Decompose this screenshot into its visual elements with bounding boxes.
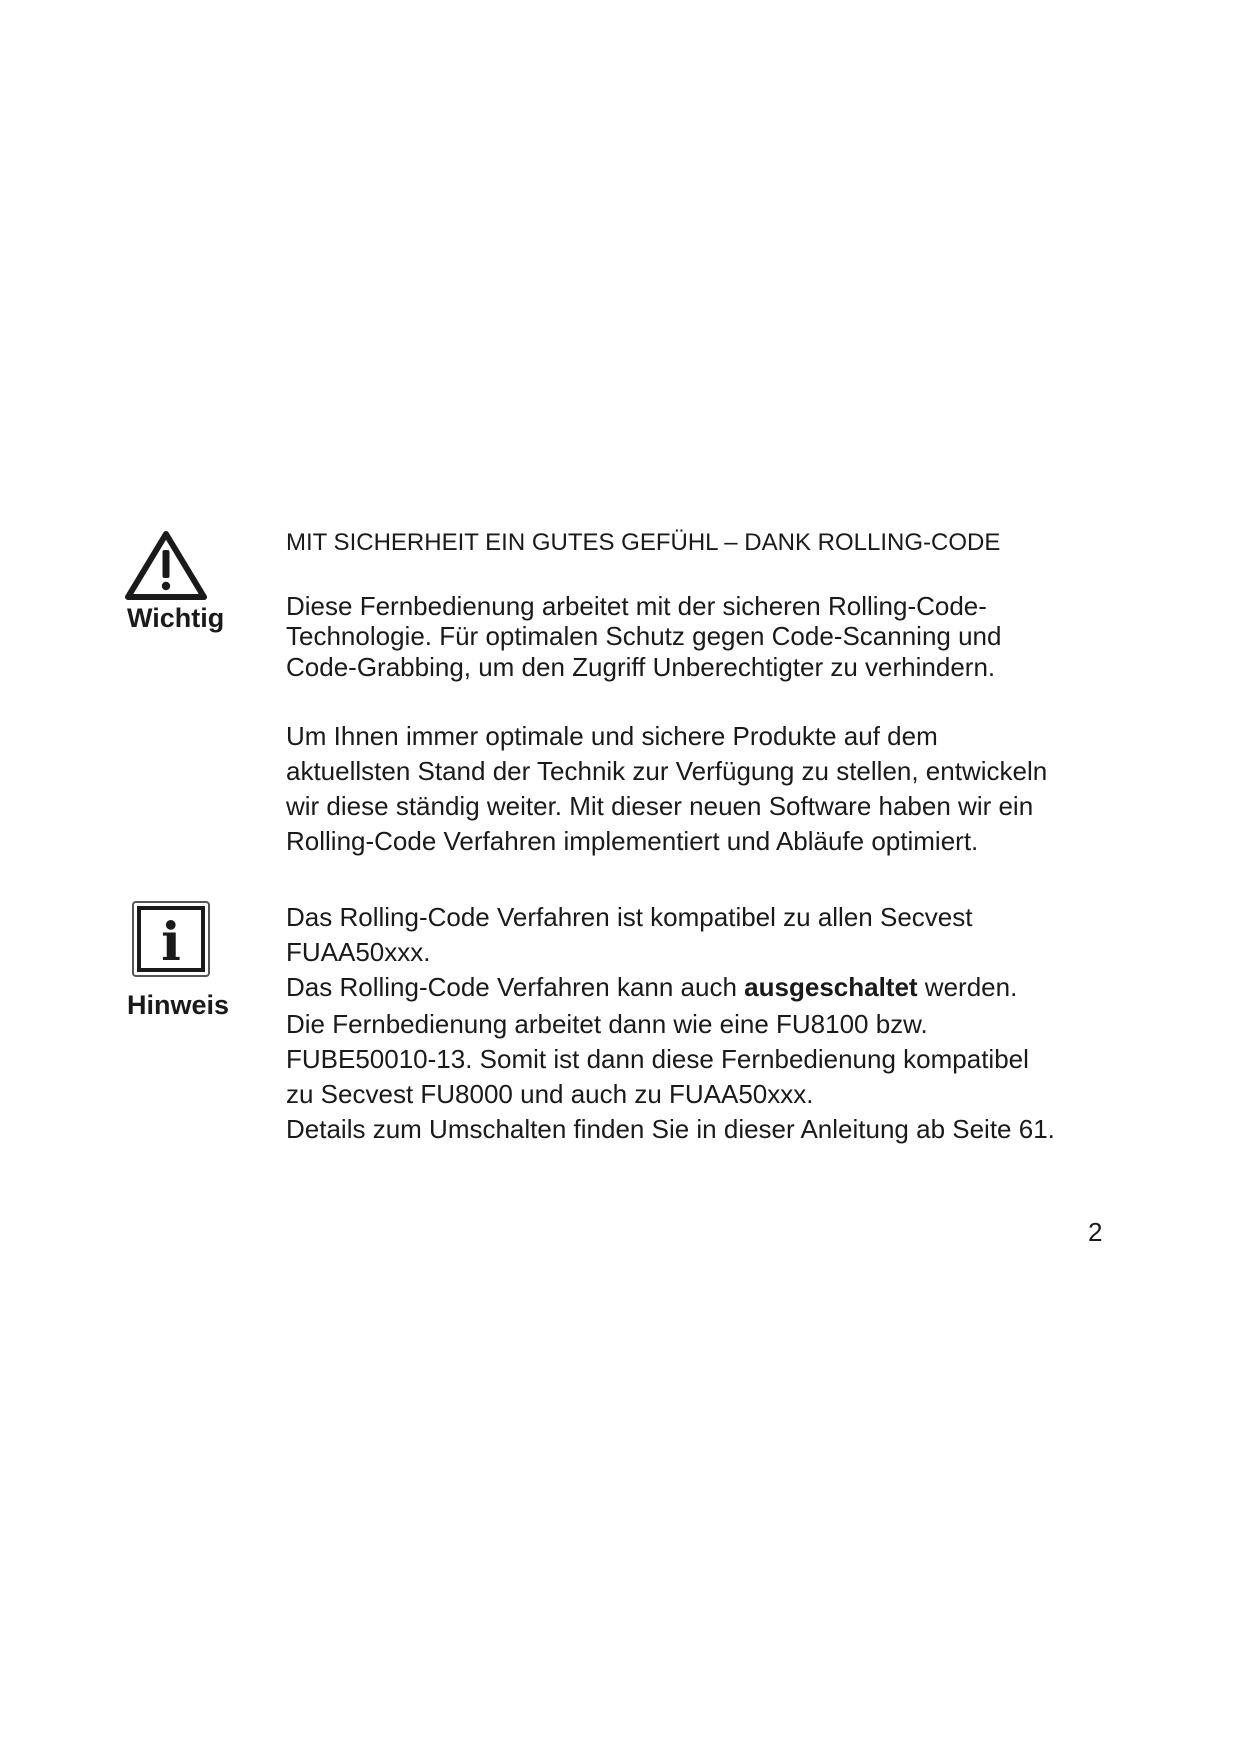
hinweis-line-3-bold: ausgeschaltet [744, 972, 918, 1002]
paragraph-1-line-2: Technologie. Für optimalen Schutz gegen Code-Scanning und [286, 621, 1002, 651]
wichtig-label: Wichtig [127, 603, 225, 633]
info-icon [131, 900, 211, 978]
hinweis-line-3-post: werden. [917, 972, 1018, 1002]
paragraph-1-line-3: Code-Grabbing, um den Zugriff Unberechtigter zu verhindern. [286, 652, 996, 682]
paragraph-1-line-1: Diese Fernbedienung arbeitet mit der sicheren Rolling-Code- [286, 591, 987, 621]
section-heading: MIT SICHERHEIT EIN GUTES GEFÜHL – DANK ROLLING-CODE [286, 529, 1001, 556]
hinweis-line-3 [286, 974, 1017, 1000]
warning-triangle-icon [124, 528, 208, 602]
paragraph-2-line-1: Um Ihnen immer optimale und sichere Produkte auf dem [286, 721, 938, 751]
hinweis-label: Hinweis [127, 990, 230, 1020]
hinweis-line-5: FUBE50010-13. Somit ist dann diese Fernbedienung kompatibel [286, 1044, 1029, 1074]
hinweis-line-7: Details zum Umschalten finden Sie in dieser Anleitung ab Seite 61. [286, 1114, 1055, 1144]
paragraph-2-line-3: wir diese ständig weiter. Mit dieser neuen Software haben wir ein [286, 791, 1034, 821]
paragraph-2-line-4: Rolling-Code Verfahren implementiert und Abläufe optimiert. [286, 826, 979, 856]
hinweis-line-6: zu Secvest FU8000 und auch zu FUAA50xxx. [286, 1079, 814, 1109]
hinweis-line-1: Das Rolling-Code Verfahren ist kompatibel zu allen Secvest [286, 902, 973, 932]
hinweis-line-3-pre: Das Rolling-Code Verfahren kann auch [286, 972, 745, 1002]
info-icon-glyph: i [161, 912, 181, 973]
page-number: 2 [1088, 1217, 1103, 1247]
paragraph-2-line-2: aktuellsten Stand der Technik zur Verfügung zu stellen, entwickeln [286, 756, 1048, 786]
hinweis-line-2: FUAA50xxx. [286, 937, 431, 967]
hinweis-line-4: Die Fernbedienung arbeitet dann wie eine FU8100 bzw. [286, 1009, 928, 1039]
